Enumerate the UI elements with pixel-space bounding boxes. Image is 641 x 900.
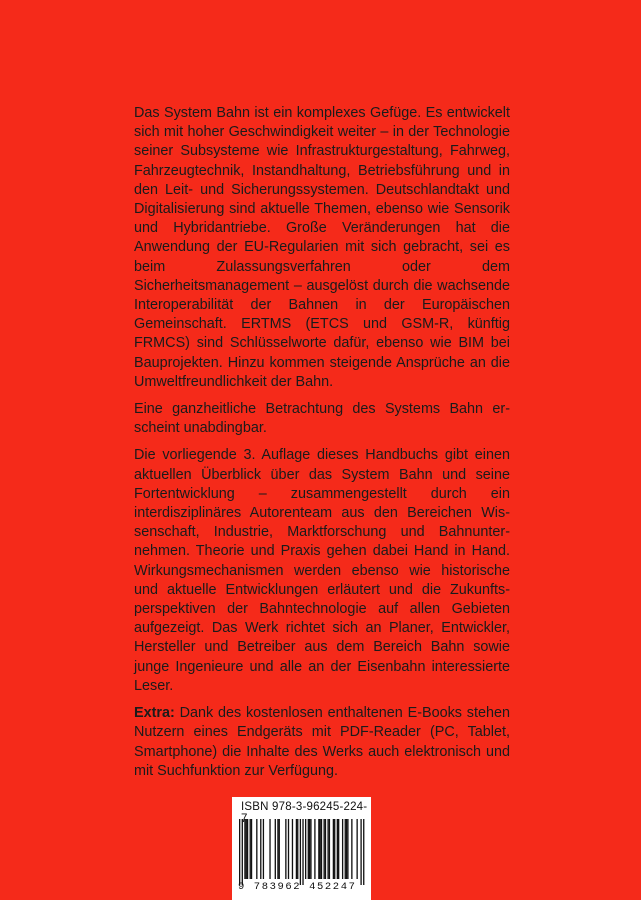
barcode-bar — [337, 819, 338, 879]
barcode-bar — [297, 819, 298, 879]
barcode-bar — [351, 819, 352, 879]
barcode-bar — [360, 819, 361, 885]
barcode-bar — [308, 819, 309, 879]
barcode-bar — [320, 819, 321, 879]
paragraph-auflage: Die vorliegende 3. Auflage dieses Handbuchs gibt einen aktuellen Überblick über das System Bahn und seine Fortentwicklung – zusammengestellt durch ein interdisziplinäres Autorenteam aus den Bereichen Wissenschaft, Industrie, Marktforschung und Bahnunternehmen. Theorie und Praxis gehen dabei Hand in Hand. Wirkungsmechanismen werden ebenso wie historische und aktuelle Entwicklungen erläutert und die Zukunftsperspektiven der Bahntechnologie auf allen Gebieten aufgezeigt. Das Werk richtet sich an Planer, Entwickler, Hersteller und Betreiber aus dem Bereich Bahn sowie junge Ingenieure und alle an der Eisenbahn interessierte Leser. — [134, 447, 510, 694]
isbn-barcode — [232, 797, 371, 900]
barcode-bar — [263, 819, 264, 879]
barcode-bar — [300, 819, 301, 885]
barcode-bar — [327, 819, 328, 879]
barcode-bar — [334, 819, 335, 879]
barcode-bar — [250, 819, 251, 879]
barcode-bar — [333, 819, 334, 879]
barcode-bar — [342, 819, 343, 879]
paragraph-ganzheitlich: Eine ganzheitliche Betrachtung des Systems Bahn erscheint unabdingbar. — [134, 401, 510, 437]
isbn-label: ISBN 978-3-96245-224- — [241, 801, 368, 813]
barcode-bar — [329, 819, 330, 879]
barcode-bar — [325, 819, 326, 879]
barcode-bar — [346, 819, 347, 879]
barcode-bar — [309, 819, 310, 879]
barcode-bar — [239, 819, 240, 885]
barcode-bar — [310, 819, 311, 879]
barcode-bar — [288, 819, 289, 879]
barcode-bars — [232, 819, 371, 885]
barcode-bar — [356, 819, 357, 879]
barcode-bar — [251, 819, 252, 879]
barcode-bar — [302, 819, 303, 885]
barcode-bar — [244, 819, 245, 879]
paragraph-system-bahn: Das System Bahn ist ein komplexes Gefüge. Es entwickelt sich mit hoher Geschwindigkeit weiter – in der Technologie seiner Subsysteme wie Infrastrukturgestaltung, Fahrweg, Fahrzeugtechnik, Instandhaltung, Betriebsführung und in den Leit- und Sicherungssystemen. Deutschlandtakt und Digitalisierung sind aktuelle Themen, ebenso wie Sensorik und Hybridantriebe. Große Veränderungen hat die Anwendung der EU-Regularien mit sich gebracht, sei es beim Zulassungsverfahren oder dem Sicherheitsmanagement – ausgelöst durch die wachsende Interoperabilität der Bahnen in der Europäischen Gemeinschaft. ERTMS (ETCS und GSM-R, künftig FRMCS) sind Schlüsselworte dafür, ebenso wie BIM bei Bauprojekten. Hinzu kommen steigende Ansprüche an die Umweltfreundlichkeit der Bahn. — [134, 105, 510, 390]
barcode-bar — [318, 819, 319, 879]
barcode-bar — [269, 819, 270, 879]
paragraph-extra — [134, 704, 510, 781]
barcode-bar — [321, 819, 322, 879]
barcode-bar — [260, 819, 261, 879]
barcode-bar — [323, 819, 324, 879]
extra-label: Extra: — [134, 705, 175, 722]
barcode-bar — [292, 819, 293, 879]
barcode-bar — [347, 819, 348, 879]
barcode-bar — [305, 819, 306, 879]
barcode-bar — [314, 819, 315, 879]
barcode-bar — [275, 819, 276, 879]
barcode-bar — [246, 819, 247, 879]
barcode-bar — [296, 819, 297, 879]
barcode-bar — [247, 819, 248, 879]
barcode-bar — [242, 819, 243, 885]
barcode-bar — [285, 819, 286, 879]
barcode-bar — [345, 819, 346, 879]
barcode-bar — [363, 819, 364, 885]
barcode-bar — [279, 819, 280, 879]
barcode-digits: 9 783962 452247 — [238, 881, 357, 893]
back-cover-text — [134, 104, 510, 789]
barcode-bar — [256, 819, 257, 879]
barcode-bar — [338, 819, 339, 879]
extra-text: Dank des kostenlosen enthaltenen E-Books stehen Nutzern eines Endgeräts mit PDF-Reader (PC, Tablet, Smartphone) die Inhalte des Werks auch elektronisch und mit Suchfunktion zur Verfügung. — [134, 705, 510, 779]
barcode-bar — [277, 819, 278, 879]
